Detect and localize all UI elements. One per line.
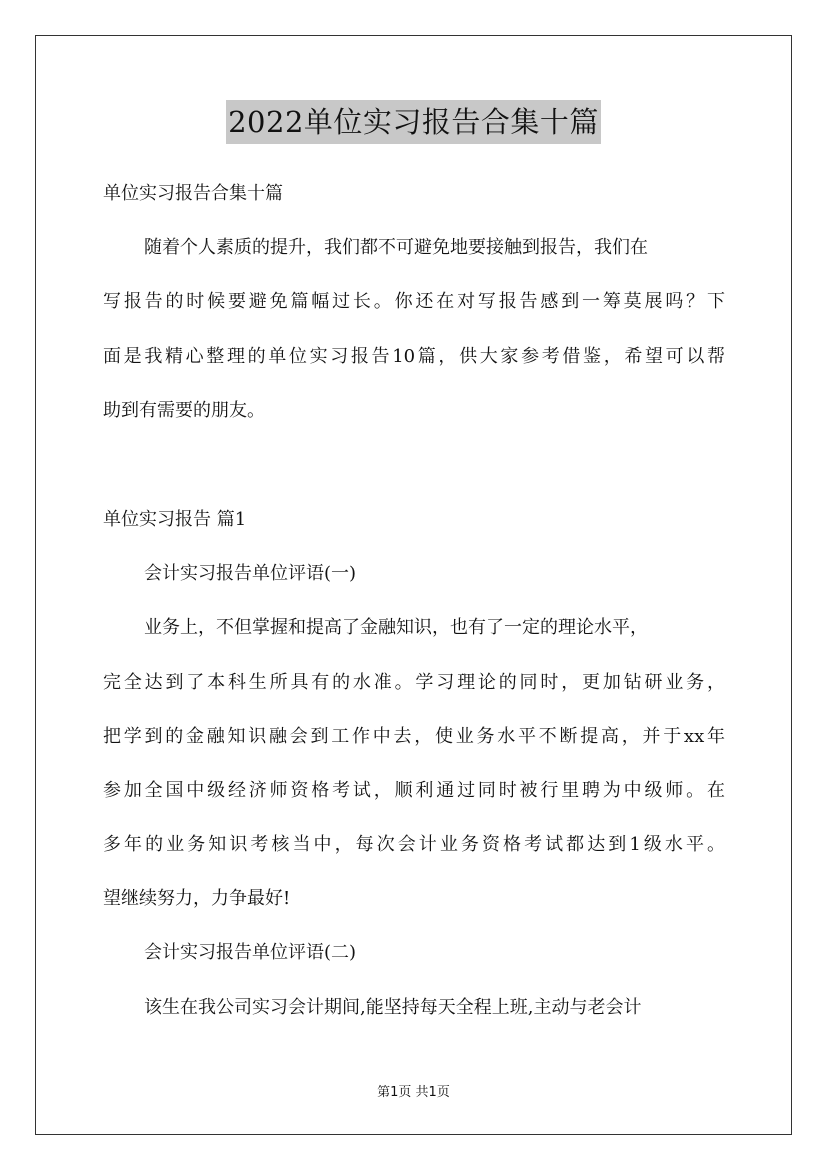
eval-one-line-3: 把学到的金融知识融会到工作中去，使业务水平不断提高，并于xx年 (103, 726, 725, 747)
eval-one-heading: 会计实习报告单位评语(一) (144, 563, 357, 584)
section-heading: 单位实习报告 篇1 (103, 509, 247, 530)
eval-two-heading: 会计实习报告单位评语(二) (144, 942, 357, 963)
page-number-footer: 第1页 共1页 (377, 1085, 450, 1100)
eval-one-line-1: 业务上，不但掌握和提高了金融知识，也有了一定的理论水平， (144, 617, 648, 638)
eval-one-line-5: 多年的业务知识考核当中，每次会计业务资格考试都达到1级水平。 (103, 834, 725, 855)
eval-one-line-2: 完全达到了本科生所具有的水准。学习理论的同时，更加钻研业务， (103, 672, 725, 693)
intro-line-1: 随着个人素质的提升，我们都不可避免地要接触到报告，我们在 (144, 237, 648, 258)
eval-two-line-1: 该生在我公司实习会计期间,能坚持每天全程上班,主动与老会计 (144, 997, 642, 1018)
title-container (0, 100, 827, 144)
eval-one-line-6: 望继续努力，力争最好! (103, 888, 291, 909)
intro-line-4: 助到有需要的朋友。 (103, 400, 265, 421)
document-subtitle: 单位实习报告合集十篇 (103, 183, 283, 204)
document-title: 2022单位实习报告合集十篇 (226, 100, 601, 144)
intro-line-3: 面是我精心整理的单位实习报告10篇，供大家参考借鉴，希望可以帮 (103, 346, 725, 367)
eval-one-line-4: 参加全国中级经济师资格考试，顺利通过同时被行里聘为中级师。在 (103, 780, 725, 801)
intro-line-2: 写报告的时候要避免篇幅过长。你还在对写报告感到一筹莫展吗？下 (103, 291, 725, 312)
